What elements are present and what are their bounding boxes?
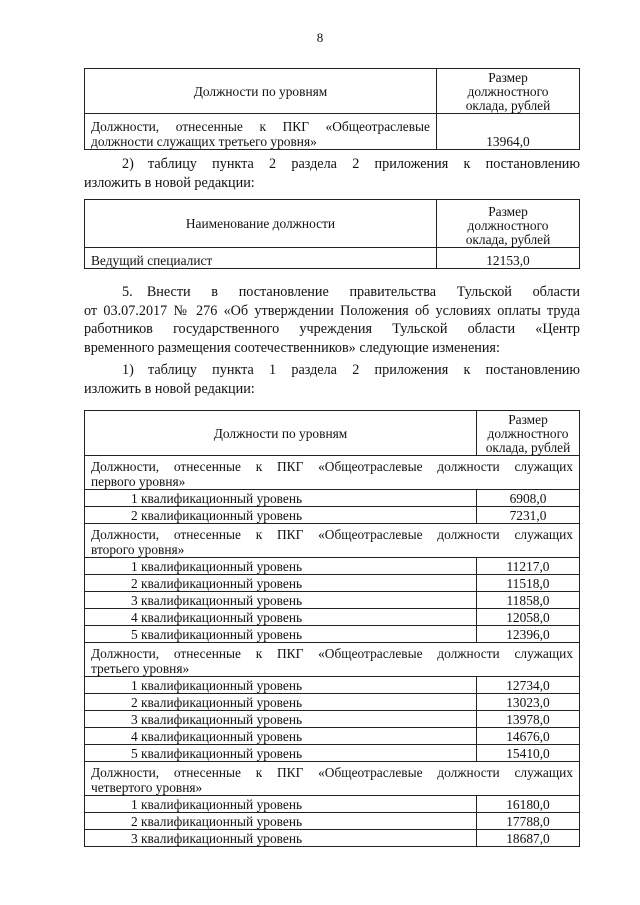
- group-row: [85, 643, 580, 677]
- header-salary-line: оклада, рублей: [465, 232, 551, 247]
- level-value: 16180,0: [477, 796, 580, 813]
- header-salary-line: Размер: [508, 412, 548, 427]
- table-row: [85, 507, 580, 524]
- row-label-line: Должности, отнесенные к ПКГ «Общеотраслевые: [91, 119, 430, 134]
- table-row: [85, 677, 580, 694]
- paragraph-line: изложить в новой редакции:: [84, 380, 255, 397]
- table-row: [85, 796, 580, 813]
- item-1-paragraph: [84, 361, 580, 398]
- group-title-line: Должности, отнесенные к ПКГ «Общеотраслевые должности служащих: [91, 527, 573, 542]
- header-positions: Должности по уровням: [85, 69, 437, 114]
- table-row: [85, 813, 580, 830]
- table-row: [85, 711, 580, 728]
- paragraph-line: от 03.07.2017 № 276 «Об утверждении Положения об условиях оплаты труда: [84, 302, 580, 319]
- header-salary-line: должностного: [467, 84, 549, 99]
- table-header-row: [85, 200, 580, 248]
- header-position-name: Наименование должности: [85, 200, 437, 248]
- page-number: 8: [316, 30, 324, 45]
- table-row: [85, 745, 580, 762]
- level-value: 12734,0: [477, 677, 580, 694]
- level-label: 2 квалификационный уровень: [85, 813, 477, 830]
- row-value: 13964,0: [437, 114, 580, 150]
- level-value: 18687,0: [477, 830, 580, 847]
- table-row: [85, 609, 580, 626]
- level-label: 4 квалификационный уровень: [85, 728, 477, 745]
- header-salary-line: Размер: [488, 204, 528, 219]
- group-title-line: Должности, отнесенные к ПКГ «Общеотраслевые должности служащих: [91, 646, 573, 661]
- group-title-line: второго уровня»: [91, 542, 185, 557]
- level-value: 11217,0: [477, 558, 580, 575]
- row-label: [85, 114, 437, 150]
- level-label: 5 квалификационный уровень: [85, 745, 477, 762]
- group-title-line: Должности, отнесенные к ПКГ «Общеотраслевые должности служащих: [91, 459, 573, 474]
- level-label: 3 квалификационный уровень: [85, 592, 477, 609]
- group-title: [85, 643, 580, 677]
- group-row: [85, 524, 580, 558]
- header-salary-line: оклада, рублей: [485, 440, 571, 455]
- group-title-line: первого уровня»: [91, 474, 186, 489]
- paragraph-line: 5. Внести в постановление правительства Тульской области: [122, 284, 580, 300]
- header-salary-line: оклада, рублей: [465, 98, 551, 113]
- level-label: 4 квалификационный уровень: [85, 609, 477, 626]
- group-title-line: Должности, отнесенные к ПКГ «Общеотраслевые должности служащих: [91, 765, 573, 780]
- level-label: 2 квалификационный уровень: [85, 694, 477, 711]
- salary-table-third-level: [84, 68, 580, 150]
- level-label: 3 квалификационный уровень: [85, 830, 477, 847]
- level-label: 3 квалификационный уровень: [85, 711, 477, 728]
- paragraph-line: временного размещения соотечественников» следующие изменения:: [84, 339, 500, 356]
- level-label: 2 квалификационный уровень: [85, 507, 477, 524]
- group-title-line: четвертого уровня»: [91, 780, 203, 795]
- table-row: [85, 830, 580, 847]
- row-label: Ведущий специалист: [85, 248, 437, 269]
- level-value: 7231,0: [477, 507, 580, 524]
- group-row: [85, 456, 580, 490]
- table-header-row: [85, 411, 580, 456]
- table-row: [85, 558, 580, 575]
- level-value: 17788,0: [477, 813, 580, 830]
- level-value: 12058,0: [477, 609, 580, 626]
- salary-table-specialist: [84, 199, 580, 269]
- header-salary-line: должностного: [487, 426, 569, 441]
- table-row: [85, 694, 580, 711]
- level-value: 13023,0: [477, 694, 580, 711]
- paragraph-line: 1) таблицу пункта 1 раздела 2 приложения к постановлению: [122, 362, 580, 378]
- header-salary: [437, 69, 580, 114]
- table-row: [85, 490, 580, 507]
- group-title-line: третьего уровня»: [91, 661, 190, 676]
- row-value: 12153,0: [437, 248, 580, 269]
- table-row: [85, 575, 580, 592]
- group-row: [85, 762, 580, 796]
- header-salary: [437, 200, 580, 248]
- header-positions: Должности по уровням: [85, 411, 477, 456]
- group-title: [85, 762, 580, 796]
- salary-table-levels: [84, 410, 580, 847]
- item-5-paragraph: [84, 283, 580, 357]
- level-value: 6908,0: [477, 490, 580, 507]
- level-value: 13978,0: [477, 711, 580, 728]
- table-row: [85, 626, 580, 643]
- level-label: 1 квалификационный уровень: [85, 677, 477, 694]
- level-value: 11518,0: [477, 575, 580, 592]
- paragraph-line: 2) таблицу пункта 2 раздела 2 приложения к постановлению: [122, 156, 580, 172]
- level-value: 12396,0: [477, 626, 580, 643]
- group-title: [85, 524, 580, 558]
- table-row: [85, 114, 580, 150]
- level-value: 15410,0: [477, 745, 580, 762]
- table-header-row: [85, 69, 580, 114]
- table-row: [85, 248, 580, 269]
- table-row: [85, 728, 580, 745]
- table-row: [85, 592, 580, 609]
- header-salary-line: Размер: [488, 70, 528, 85]
- item-2-paragraph: [84, 155, 580, 192]
- level-label: 1 квалификационный уровень: [85, 796, 477, 813]
- level-label: 1 квалификационный уровень: [85, 558, 477, 575]
- level-label: 2 квалификационный уровень: [85, 575, 477, 592]
- group-title: [85, 456, 580, 490]
- header-salary: [477, 411, 580, 456]
- level-value: 11858,0: [477, 592, 580, 609]
- level-label: 5 квалификационный уровень: [85, 626, 477, 643]
- header-salary-line: должностного: [467, 218, 549, 233]
- level-label: 1 квалификационный уровень: [85, 490, 477, 507]
- paragraph-line: работников государственного учреждения Тульской области «Центр: [84, 321, 580, 337]
- paragraph-line: изложить в новой редакции:: [84, 174, 255, 191]
- row-label-line: должности служащих третьего уровня»: [91, 134, 317, 149]
- level-value: 14676,0: [477, 728, 580, 745]
